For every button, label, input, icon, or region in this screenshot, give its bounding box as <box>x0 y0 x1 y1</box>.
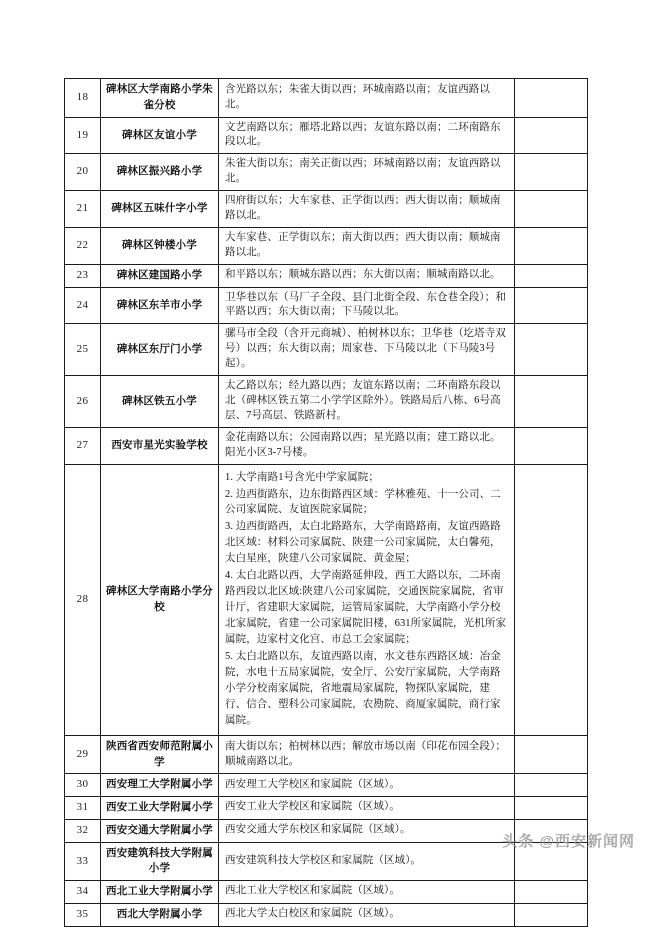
district-range: 南大街以东；柏树林以西；解放市场以南（印花布园全段）；顺城南路以北。 <box>219 735 515 774</box>
school-name: 碑林区东厅门小学 <box>101 324 219 376</box>
watermark: 头条 @西安新闻网 <box>502 833 635 850</box>
school-name: 碑林区铁五小学 <box>101 376 219 428</box>
district-range: 文艺南路以东；雁塔北路以西；友谊东路以南；二环南路东段以北。 <box>219 117 515 154</box>
empty-cell <box>515 427 588 464</box>
school-name: 碑林区建国路小学 <box>101 264 219 287</box>
table-row <box>65 427 588 464</box>
row-index: 31 <box>65 797 101 820</box>
school-name: 碑林区友谊小学 <box>101 117 219 154</box>
school-name: 西北大学附属小学 <box>101 903 219 926</box>
empty-cell <box>515 376 588 428</box>
district-range: 西安建筑科技大学校区和家属院（区域）。 <box>219 842 515 881</box>
table-row <box>65 324 588 376</box>
school-name: 碑林区钟楼小学 <box>101 227 219 264</box>
range-item: 3. 边西街路西，太白北路路东，大学南路路南，友谊西路路北区域：材料公司家属院、陕建一公司家属院，太白馨苑，太白星座，陕建八公司家属院、黄金屋； <box>225 521 501 565</box>
school-name: 西安工业大学附属小学 <box>101 797 219 820</box>
range-item: 1. 大学南路1号含光中学家属院； <box>225 471 379 483</box>
district-range: 太乙路以东；经九路以西；友谊东路以南；二环南路东段以北（碑林区铁五第二小学学区除外）。铁路局后八栋、6号高层、7号高层、铁路新村。 <box>219 376 515 428</box>
district-range: 西安工业大学校区和家属院（区域）。 <box>219 797 515 820</box>
table-row <box>65 117 588 154</box>
school-name: 碑林区振兴路小学 <box>101 154 219 191</box>
table-row <box>65 264 588 287</box>
empty-cell <box>515 264 588 287</box>
table-row <box>65 287 588 324</box>
table-row <box>65 464 588 735</box>
school-name: 西北工业大学附属小学 <box>101 881 219 904</box>
table-body <box>65 79 588 927</box>
school-name: 碑林区大学南路小学分校 <box>101 464 219 735</box>
district-range: 和平路以东；顺城东路以西；东大街以南；顺城南路以北。 <box>219 264 515 287</box>
district-range: 朱雀大街以东；南关正街以西；环城南路以南；友谊西路以北。 <box>219 154 515 191</box>
empty-cell <box>515 797 588 820</box>
table-row <box>65 797 588 820</box>
school-name: 陕西省西安师范附属小学 <box>101 735 219 774</box>
empty-cell <box>515 227 588 264</box>
empty-cell <box>515 154 588 191</box>
empty-cell <box>515 324 588 376</box>
row-index: 34 <box>65 881 101 904</box>
empty-cell <box>515 774 588 797</box>
table-row <box>65 774 588 797</box>
row-index: 28 <box>65 464 101 735</box>
school-name: 碑林区五味什字小学 <box>101 191 219 228</box>
row-index: 23 <box>65 264 101 287</box>
district-range: 骡马市全段（含开元商城）、柏树林以东；卫华巷（圪塔寺双号）以西；东大街以南；周家巷、下马陵以北（下马陵3号起）。 <box>219 324 515 376</box>
row-index: 35 <box>65 903 101 926</box>
school-name: 西安交通大学附属小学 <box>101 819 219 842</box>
table-row <box>65 881 588 904</box>
table-row <box>65 735 588 774</box>
empty-cell <box>515 287 588 324</box>
school-name: 西安市星光实验学校 <box>101 427 219 464</box>
row-index: 25 <box>65 324 101 376</box>
table-row <box>65 154 588 191</box>
district-range: 大车家巷、正学街以东；南大街以西；西大街以南；顺城南路以北。 <box>219 227 515 264</box>
empty-cell <box>515 903 588 926</box>
range-item: 5. 太白北路以东，友谊西路以南，水文巷东西路区域：冶金院，水电十五局家属院，安全厅、公安厅家属院，大学南路小学分校南家属院，省地震局家属院，物探队家属院，建行、信合、塑科公司家属院，农勘院、商厦家属院，商行家属院。 <box>225 651 501 726</box>
district-range: 西北大学太白校区和家属院（区域）。 <box>219 903 515 926</box>
empty-cell <box>515 117 588 154</box>
row-index: 18 <box>65 79 101 118</box>
table-row <box>65 376 588 428</box>
table-row <box>65 191 588 228</box>
school-name: 碑林区东羊市小学 <box>101 287 219 324</box>
row-index: 19 <box>65 117 101 154</box>
empty-cell <box>515 881 588 904</box>
range-item: 2. 边西街路东，边东街路西区域：学林雅苑、十一公司、二公司家属院、友谊医院家属院； <box>225 488 501 516</box>
table-row <box>65 903 588 926</box>
row-index: 24 <box>65 287 101 324</box>
district-range: 西安交通大学东校区和家属院（区域）。 <box>219 819 515 842</box>
district-range: 卫华巷以东（马厂子全段、县门北街全段、东仓巷全段）；和平路以西；东大街以南；下马陵以北。 <box>219 287 515 324</box>
row-index: 29 <box>65 735 101 774</box>
district-range: 西安理工大学校区和家属院（区域）。 <box>219 774 515 797</box>
row-index: 26 <box>65 376 101 428</box>
table-row <box>65 79 588 118</box>
row-index: 27 <box>65 427 101 464</box>
district-range: 西北工业大学校区和家属院（区域）。 <box>219 881 515 904</box>
district-range <box>219 464 515 735</box>
district-range-list <box>225 470 509 729</box>
row-index: 30 <box>65 774 101 797</box>
school-name: 西安建筑科技大学附属小学 <box>101 842 219 881</box>
school-name: 碑林区大学南路小学朱雀分校 <box>101 79 219 118</box>
district-range: 含光路以东；朱雀大街以西；环城南路以南；友谊西路以北。 <box>219 79 515 118</box>
range-item: 4. 太白北路以西，大学南路延伸段，西工大路以东，二环南路西段以北区域:陕建八公司家属院，交通医院家属院，省审计厅，省建职大家属院，运管局家属院，大学南路小学分校北家属院，省建一公司家属院旧楼，631所家属院，光机所家属院，边家村文化宫、市总工会家属院； <box>225 570 507 646</box>
row-index: 20 <box>65 154 101 191</box>
empty-cell <box>515 735 588 774</box>
table-row <box>65 227 588 264</box>
empty-cell <box>515 191 588 228</box>
row-index: 21 <box>65 191 101 228</box>
district-range: 四府街以东；大车家巷、正学街以西；西大街以南；顺城南路以北。 <box>219 191 515 228</box>
row-index: 33 <box>65 842 101 881</box>
school-name: 西安理工大学附属小学 <box>101 774 219 797</box>
empty-cell <box>515 464 588 735</box>
row-index: 22 <box>65 227 101 264</box>
district-range: 金花南路以东；公园南路以西；星光路以南；建工路以北。阳光小区3-7号楼。 <box>219 427 515 464</box>
row-index: 32 <box>65 819 101 842</box>
empty-cell <box>515 79 588 118</box>
school-district-table <box>64 78 588 927</box>
